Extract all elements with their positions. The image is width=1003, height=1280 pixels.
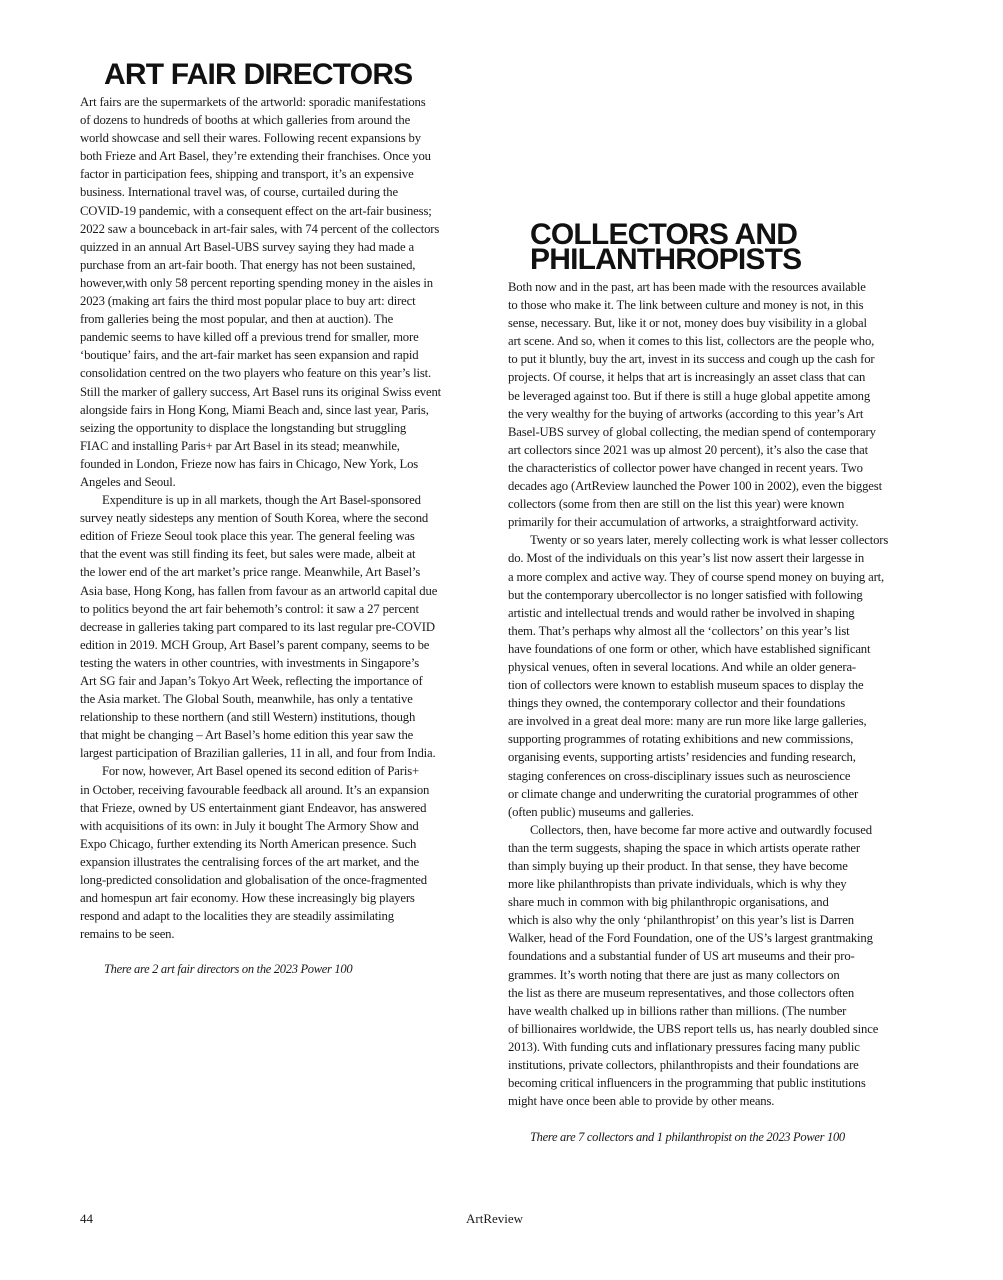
text-line: Art fairs are the supermarkets of the artworld: sporadic manifestations — [80, 95, 426, 109]
text-line: do. Most of the individuals on this year’s list now assert their largesse in — [508, 551, 865, 566]
text-line: Asia base, Hong Kong, has fallen from favour as an artworld capital due — [80, 583, 438, 598]
text-line: purchase from an art-fair booth. That energy has not been sustained, — [80, 257, 416, 272]
text-line: art scene. And so, when it comes to this list, collectors are the people who, — [508, 334, 875, 349]
text-line: that Frieze, owned by US entertainment giant Endeavor, has answered — [80, 800, 427, 815]
text-line: seizing the opportunity to displace the longstanding but struggling — [80, 420, 407, 435]
text-line: largest participation of Brazilian galleries, 11 in all, and four from India. — [80, 746, 436, 761]
caption-collectors-count: There are 7 collectors and 1 philanthropist on the 2023 Power 100 — [530, 1130, 845, 1144]
text-line: and homespun art fair economy. How these increasingly big players — [80, 891, 415, 906]
text-line: becoming critical influencers in the programming that public institutions — [508, 1076, 866, 1091]
text-line: however,with only 58 percent reporting spending money in the aisles in — [80, 275, 433, 290]
text-line: quizzed in an annual Art Basel-UBS survey saying they had made a — [80, 239, 414, 254]
text-line: 2023 (making art fairs the third most popular place to buy art: direct — [80, 294, 416, 309]
paragraph — [80, 93, 472, 491]
text-line: them. That’s perhaps why almost all the ‘collectors’ on this year’s list — [508, 623, 850, 638]
text-line: testing the waters in other countries, with investments in Singapore’s — [80, 655, 420, 670]
text-line: to those who make it. The link between culture and money is not, in this — [508, 298, 864, 313]
text-line: Basel-UBS survey of global collecting, the median spend of contemporary — [508, 424, 876, 439]
text-line: Collectors, then, have become far more active and outwardly focused — [530, 822, 872, 837]
text-line: relationship to these northern (and still Western) institutions, though — [80, 710, 416, 725]
text-line: foundations and a substantial funder of US art museums and their pro- — [508, 949, 855, 964]
text-line: of dozens to hundreds of booths at which galleries from around the — [80, 113, 411, 128]
text-line: than the term suggests, shaping the space in which artists operate rather — [508, 840, 860, 855]
text-line: survey neatly sidesteps any mention of South Korea, where the second — [80, 511, 429, 526]
text-line: with acquisitions of its own: in July it bought The Armory Show and — [80, 818, 419, 833]
heading-line: PHILANTHROPISTS — [530, 243, 802, 276]
text-line: Art SG fair and Japan’s Tokyo Art Week, reflecting the importance of — [80, 674, 423, 688]
heading-line: COLLECTORS AND — [530, 218, 798, 251]
caption-art-fair-directors-count: There are 2 art fair directors on the 2023 Power 100 — [104, 962, 353, 976]
text-line: pandemic seems to have killed off a previous trend for smaller, more — [80, 330, 419, 345]
text-line: which is also why the only ‘philanthropist’ on this year’s list is Darren — [508, 913, 854, 928]
text-line: in October, receiving favourable feedback all around. It’s an expansion — [80, 782, 430, 797]
text-line: art collectors since 2021 was up almost 20 percent), it’s also the case that — [508, 442, 868, 457]
text-line: both Frieze and Art Basel, they’re extending their franchises. Once you — [80, 149, 431, 164]
text-line: Angeles and Seoul. — [80, 474, 176, 489]
page-number: 44 — [80, 1211, 93, 1226]
magazine-name: ArtReview — [466, 1211, 524, 1226]
text-line: COVID-19 pandemic, with a consequent effect on the art-fair business; — [80, 203, 432, 218]
text-line: founded in London, Frieze now has fairs in Chicago, New York, Los — [80, 456, 419, 471]
paragraph — [80, 762, 472, 943]
text-line: are involved in a great deal more: many are run more like large galleries, — [508, 714, 867, 729]
text-line: primarily for their accumulation of artworks, a straightforward activity. — [508, 515, 859, 530]
text-line: might have once been able to provide by other means. — [508, 1094, 775, 1109]
text-line: Expo Chicago, further extending its North American presence. Such — [80, 836, 417, 851]
article-column-collectors-philanthropists — [508, 278, 908, 1110]
text-line: that might be changing – Art Basel’s home edition this year saw the — [80, 728, 414, 743]
text-line: grammes. It’s worth noting that there are just as many collectors on — [508, 967, 840, 982]
text-line: sense, necessary. But, like it or not, money does buy visibility in a global — [508, 316, 867, 331]
text-line: of billionaires worldwide, the UBS report tells us, has nearly doubled since — [508, 1021, 879, 1036]
text-line: edition in 2019. MCH Group, Art Basel’s parent company, seems to be — [80, 637, 430, 652]
text-line: or climate change and underwriting the curatorial programmes of other — [508, 786, 859, 801]
section-heading-art-fair-directors: ART FAIR DIRECTORS — [104, 58, 413, 91]
text-line: that the event was still finding its feet, but sales were made, albeit at — [80, 547, 416, 562]
text-line: share much in common with big philanthropic organisations, and — [508, 895, 829, 910]
text-line: For now, however, Art Basel opened its second edition of Paris+ — [102, 764, 420, 779]
text-line: alongside fairs in Hong Kong, Miami Beach and, since last year, Paris, — [80, 402, 429, 417]
text-line: 2013). With funding cuts and inflationary pressures facing many public — [508, 1039, 860, 1054]
paragraph — [80, 491, 472, 762]
text-line: world showcase and sell their wares. Following recent expansions by — [80, 131, 421, 146]
text-line: more like philanthropists than private individuals, which is why they — [508, 877, 847, 892]
text-line: the lower end of the art market’s price range. Meanwhile, Art Basel’s — [80, 565, 421, 580]
article-column-art-fair-directors — [80, 93, 472, 943]
paragraph — [508, 531, 908, 821]
text-line: have foundations of one form or other, which have established significant — [508, 641, 871, 656]
text-line: Walker, head of the Ford Foundation, one of the US’s largest grantmaking — [508, 931, 873, 946]
text-line: staging conferences on cross-disciplinary issues such as neuroscience — [508, 768, 851, 783]
text-line: projects. Of course, it helps that art is increasingly an asset class that can — [508, 370, 866, 385]
text-line: but the contemporary ubercollector is no longer satisfied with following — [508, 587, 863, 602]
text-line: decades ago (ArtReview launched the Power 100 in 2002), even the biggest — [508, 479, 882, 494]
paragraph — [508, 821, 908, 1111]
text-line: 2022 saw a bounceback in art-fair sales, with 74 percent of the collectors — [80, 221, 440, 236]
text-line: edition of Frieze Seoul took place this year. The general feeling was — [80, 529, 415, 544]
text-line: collectors (some from then are still on the list this year) were known — [508, 497, 845, 512]
text-line: the list as there are museum representatives, and those collectors often — [508, 985, 855, 1000]
text-line: respond and adapt to the localities they are steadily assimilating — [80, 909, 394, 924]
text-line: factor in participation fees, shipping and transport, it’s an expensive — [80, 167, 414, 182]
text-line: remains to be seen. — [80, 927, 175, 942]
text-line: from galleries being the most popular, and then at auction). The — [80, 312, 394, 327]
text-line: physical venues, often in several locations. And while an older genera- — [508, 659, 857, 674]
text-line: have wealth chalked up in billions rather than millions. (The number — [508, 1003, 847, 1018]
text-line: tion of collectors were known to establish museum spaces to display the — [508, 678, 864, 693]
text-line: artistic and intellectual trends and would rather be involved in shaping — [508, 605, 855, 620]
text-line: things they owned, the contemporary collector and their foundations — [508, 696, 845, 711]
text-line: Still the marker of gallery success, Art Basel runs its original Swiss event — [80, 384, 442, 399]
text-line: (often public) museums and galleries. — [508, 804, 694, 819]
text-line: to politics beyond the art fair behemoth’s control: it saw a 27 percent — [80, 601, 419, 616]
text-line: than simply buying up their product. In that sense, they have become — [508, 859, 848, 873]
text-line: the Asia market. The Global South, meanwhile, has only a tentative — [80, 692, 413, 707]
text-line: expansion illustrates the centralising forces of the art market, and the — [80, 854, 420, 869]
text-line: Twenty or so years later, merely collecting work is what lesser collectors — [530, 533, 889, 548]
text-line: Both now and in the past, art has been made with the resources available — [508, 280, 866, 294]
text-line: a more complex and active way. They of course spend money on buying art, — [508, 569, 885, 584]
text-line: ‘boutique’ fairs, and the art-fair market has seen expansion and rapid — [80, 348, 419, 363]
text-line: long-predicted consolidation and globalisation of the once-fragmented — [80, 873, 427, 888]
text-line: FIAC and installing Paris+ par Art Basel in its stead; meanwhile, — [80, 438, 400, 453]
text-line: be leveraged against too. But if there is still a huge global appetite among — [508, 388, 871, 403]
text-line: supporting programmes of rotating exhibitions and new commissions, — [508, 732, 854, 747]
text-line: Expenditure is up in all markets, though the Art Basel-sponsored — [102, 493, 421, 508]
text-line: institutions, private collectors, philanthropists and their foundations are — [508, 1058, 859, 1073]
text-line: business. International travel was, of course, curtailed during the — [80, 185, 398, 200]
text-line: the very wealthy for the buying of artworks (according to this year’s Art — [508, 406, 864, 421]
section-heading-collectors-philanthropists — [530, 218, 802, 276]
text-line: to put it bluntly, buy the art, invest in its success and cough up the cash for — [508, 352, 875, 367]
text-line: decrease in galleries taking part compared to its last regular pre-COVID — [80, 619, 435, 634]
text-line: organising events, supporting artists’ residencies and funding research, — [508, 750, 856, 765]
text-line: consolidation centred on the two players who feature on this year’s list. — [80, 366, 432, 381]
text-line: the characteristics of collector power have changed in recent years. Two — [508, 460, 863, 475]
paragraph — [508, 278, 908, 531]
